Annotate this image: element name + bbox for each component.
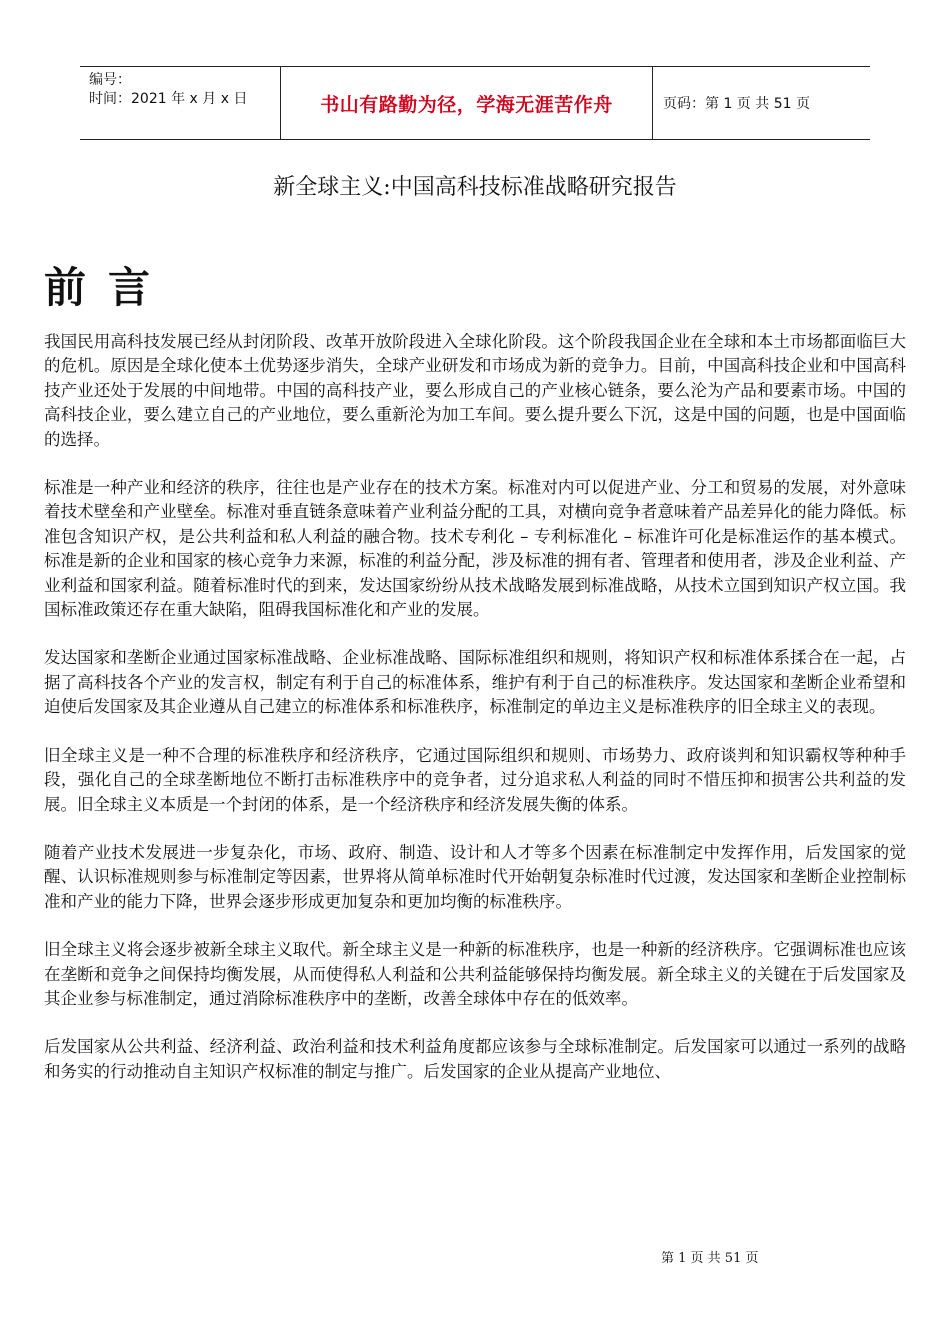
motto-text: 书山有路勤为径，学海无涯苦作舟 bbox=[320, 93, 613, 116]
header-motto-cell bbox=[281, 67, 653, 139]
page-info: 页码：第 1 页 共 51 页 bbox=[663, 96, 810, 112]
paragraph: 我国民用高科技发展已经从封闭阶段、改革开放阶段进入全球化阶段。这个阶段我国企业在全球和本土市场都面临巨大的危机。原因是全球化使本土优势逐步消失，全球产业研发和市场成为新的竞争力。目前，中国高科技企业和中国高科技产业还处于发展的中间地带。中国的高科技产业，要么形成自己的产业核心链条，要么沦为产品和要素市场。中国的高科技企业，要么建立自己的产业地位，要么重新沦为加工车间。要么提升要么下沉，这是中国的问题，也是中国面临的选择。 bbox=[44, 332, 906, 449]
header-meta-cell bbox=[80, 67, 281, 139]
paragraph: 标准是一种产业和经济的秩序，往往也是产业存在的技术方案。标准对内可以促进产业、分工和贸易的发展，对外意味着技术壁垒和产业壁垒。标准对垂直链条意味着产业利益分配的工具，对横向竞争者意味着产品差异化的能力降低。标准包含知识产权，是公共利益和私人利益的融合物。技术专利化 – 专利标准化 – 标准许可化是标准运作的基本模式。标准是新的企业和国家的核心竞争力来源，标准的利益分配，涉及标准的拥有者、管理者和使用者，涉及企业利益、产业利益和国家利益。随着标准时代的到来，发达国家纷纷从技术战略发展到标准战略，从技术立国到知识产权立国。我国标准政策还存在重大缺陷，阻碍我国标准化和产业的发展。 bbox=[44, 478, 906, 620]
code-label: 编号： bbox=[89, 72, 131, 88]
paragraph: 发达国家和垄断企业通过国家标准战略、企业标准战略、国际标准组织和规则，将知识产权和标准体系揉合在一起，占据了高科技各个产业的发言权，制定有利于自己的标准体系，维护有利于自己的标准秩序。发达国家和垄断企业希望和迫使后发国家及其企业遵从自己建立的标准体系和标准秩序，标准制定的单边主义是标准秩序的旧全球主义的表现。 bbox=[44, 648, 906, 717]
time-label: 时间：2021 年 x 月 x 日 bbox=[89, 91, 248, 107]
header-page-cell bbox=[653, 67, 870, 139]
paragraph: 后发国家从公共利益、经济利益、政治利益和技术利益角度都应该参与全球标准制定。后发国家可以通过一系列的战略和务实的行动推动自主知识产权标准的制定与推广。后发国家的企业从提高产业地位、 bbox=[44, 1037, 906, 1081]
section-heading: 前言 bbox=[44, 263, 173, 312]
paragraph: 随着产业技术发展进一步复杂化，市场、政府、制造、设计和人才等多个因素在标准制定中发挥作用，后发国家的觉醒、认识标准规则参与标准制定等因素，世界将从简单标准时代开始朝复杂标准时代过渡，发达国家和垄断企业控制标准和产业的能力下降，世界会逐步形成更加复杂和更加均衡的标准秩序。 bbox=[44, 842, 906, 911]
document-title: 新全球主义:中国高科技标准战略研究报告 bbox=[273, 175, 677, 200]
paragraph: 旧全球主义将会逐步被新全球主义取代。新全球主义是一种新的标准秩序，也是一种新的经济秩序。它强调标准也应该在垄断和竞争之间保持均衡发展，从而使得私人利益和公共利益能够保持均衡发展。新全球主义的关键在于后发国家及其企业参与标准制定，通过消除标准秩序中的垄断，改善全球体中存在的低效率。 bbox=[44, 940, 906, 1008]
paragraph: 旧全球主义是一种不合理的标准秩序和经济秩序，它通过国际组织和规则、市场势力、政府谈判和知识霸权等种种手段，强化自己的全球垄断地位不断打击标准秩序中的竞争者，过分追求私人利益的同时不惜压抑和损害公共利益的发展。旧全球主义本质是一个封闭的体系，是一个经济秩序和经济发展失衡的体系。 bbox=[44, 745, 906, 814]
header-table bbox=[80, 66, 870, 140]
body-text bbox=[44, 330, 906, 1108]
footer-page-number: 第 1 页 共 51 页 bbox=[661, 1251, 759, 1266]
